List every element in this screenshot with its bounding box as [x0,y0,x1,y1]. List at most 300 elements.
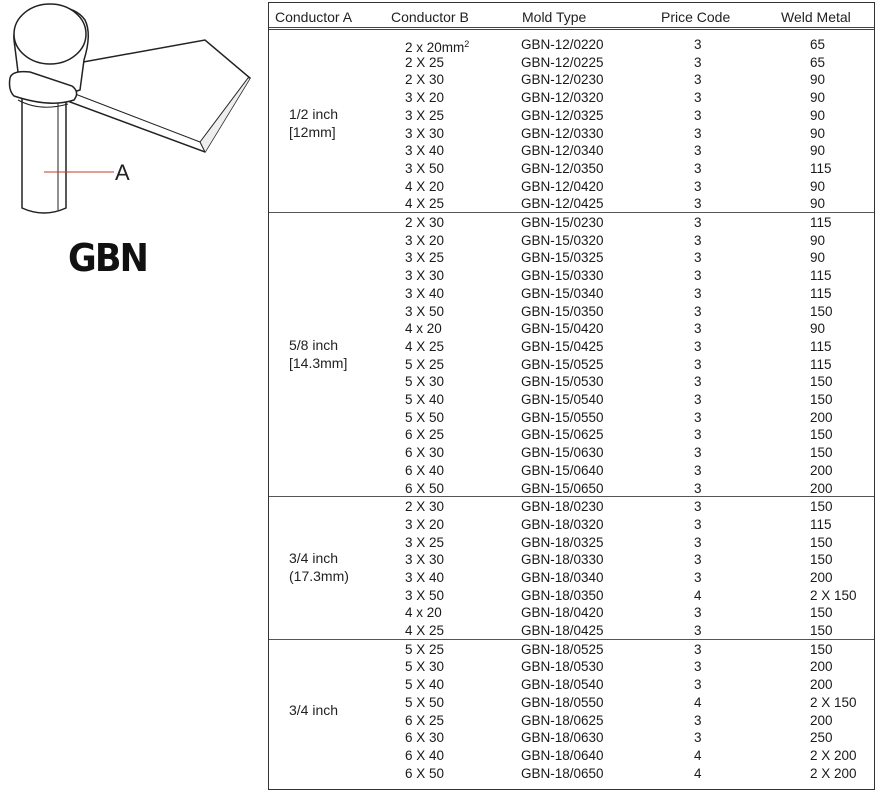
price-code-cell-text: 3 [694,303,702,319]
price-code-cell-text: 3 [694,143,702,159]
price-code-cell-text: 3 [694,516,702,532]
table-row [269,390,874,408]
conductor-b-cell [405,445,444,460]
weld-metal-cell [810,713,833,728]
weld-metal-cell-text: 150 [810,427,833,443]
mold-type-cell-text: GBN-15/0650 [521,480,604,496]
table-row [269,497,874,515]
conductor-b-cell [405,339,444,354]
price-code-cell [694,713,702,728]
conductor-b-cell-text: 6 X 40 [405,462,445,478]
conductor-b-cell-text: 5 X 40 [405,677,445,693]
mold-type-cell-text: GBN-15/0550 [521,409,604,425]
weld-metal-cell-text: 2 X 200 [810,747,857,763]
mold-type-cell-text: GBN-12/0425 [521,196,604,212]
price-code-cell [694,37,702,52]
weld-metal-cell [810,445,833,460]
weld-metal-cell [810,196,825,211]
header-conductor-b: Conductor B [391,9,469,25]
mold-type-cell-text: GBN-15/0530 [521,374,604,390]
weld-metal-cell [810,427,833,442]
mold-type-cell [521,215,604,230]
mold-type-cell [521,730,604,745]
row-group [269,640,874,783]
conductor-b-cell [405,55,444,70]
table-row [269,319,874,337]
weld-metal-cell [810,179,825,194]
weld-metal-cell-text: 90 [810,232,826,248]
mold-type-cell [521,410,604,425]
mold-type-cell [521,481,604,496]
mold-type-cell [521,196,604,211]
price-code-cell-text: 4 [694,587,702,603]
mold-type-cell [521,37,604,52]
price-code-cell-text: 3 [694,338,702,354]
mold-type-cell-text: GBN-18/0640 [521,747,604,763]
weld-metal-cell [810,55,825,70]
price-code-cell [694,179,702,194]
price-code-cell [694,517,702,532]
weld-metal-cell [810,766,857,781]
mold-type-cell [521,659,604,674]
price-code-cell [694,552,702,567]
weld-metal-cell-text: 90 [810,125,826,141]
mold-type-cell [521,427,604,442]
conductor-b-cell [405,552,444,567]
price-code-cell [694,410,702,425]
conductor-b-cell [405,126,444,141]
price-code-cell [694,605,702,620]
table-row [269,443,874,461]
weld-metal-cell [810,410,833,425]
weld-metal-cell-text: 115 [810,268,832,284]
price-code-cell-text: 3 [694,107,702,123]
weld-metal-cell [810,126,825,141]
conductor-b-cell [405,268,444,283]
table-row [269,515,874,533]
callout-label-a: A [115,160,130,185]
price-code-cell-text: 3 [694,160,702,176]
mold-type-cell-text: GBN-12/0340 [521,143,604,159]
price-code-cell [694,215,702,230]
price-code-cell [694,286,702,301]
price-code-cell-text: 3 [694,552,702,568]
price-code-cell-text: 3 [694,72,702,88]
mold-type-cell [521,499,604,514]
table-row [269,746,874,764]
weld-metal-cell-text: 90 [810,90,826,106]
price-code-cell-text: 3 [694,641,702,657]
conductor-b-cell-text: 6 X 40 [405,747,445,763]
price-code-cell [694,695,702,710]
weld-metal-cell [810,570,833,585]
mold-type-cell [521,161,604,176]
conductor-b-cell [405,215,444,230]
mold-type-cell-text: GBN-15/0340 [521,285,604,301]
weld-metal-cell-text: 2 X 150 [810,587,857,603]
table-row [269,461,874,479]
weld-metal-cell-text: 150 [810,445,833,461]
weld-metal-cell [810,605,833,620]
table-row [269,53,874,71]
mold-type-cell [521,535,604,550]
conductor-b-cell-text: 4 X 25 [405,196,445,212]
product-code: GBN [68,236,148,280]
mold-type-cell [521,233,604,248]
weld-metal-cell-text: 115 [810,516,832,532]
price-code-cell [694,72,702,87]
weld-metal-cell-text: 150 [810,374,833,390]
table-row [269,194,874,212]
price-code-cell-text: 3 [694,285,702,301]
table-row [269,711,874,729]
conductor-b-cell-text: 2 x 20mm [405,40,465,55]
weld-metal-cell-text: 90 [810,72,826,88]
conductor-a-line: (17.3mm) [289,567,349,584]
conductor-b-cell [405,427,444,442]
weld-metal-cell [810,304,833,319]
conductor-b-cell-text: 3 X 40 [405,143,445,159]
mold-type-cell [521,766,604,781]
weld-metal-cell-text: 115 [810,338,832,354]
weld-metal-cell-text: 200 [810,712,833,728]
table-row [269,728,874,746]
price-code-cell [694,321,702,336]
conductor-b-cell-text: 5 X 25 [405,356,445,372]
price-code-cell-text: 3 [694,268,702,284]
table-row [269,657,874,675]
mold-type-cell [521,72,604,87]
row-group [269,35,874,213]
conductor-b-cell [405,659,444,674]
conductor-b-cell-text: 3 X 20 [405,90,445,106]
price-code-cell-text: 3 [694,250,702,266]
conductor-b-cell-text: 5 X 30 [405,659,445,675]
weld-metal-cell-text: 115 [810,356,832,372]
price-code-cell-text: 3 [694,90,702,106]
price-code-cell [694,374,702,389]
price-code-cell [694,126,702,141]
price-code-cell [694,357,702,372]
mold-type-cell-text: GBN-18/0625 [521,712,604,728]
price-code-cell-text: 3 [694,374,702,390]
price-code-cell [694,481,702,496]
mold-type-cell-text: GBN-12/0320 [521,90,604,106]
mold-type-cell-text: GBN-18/0340 [521,569,604,585]
mold-type-cell-text: GBN-18/0550 [521,694,604,710]
price-code-cell [694,161,702,176]
conductor-b-cell [405,321,442,336]
weld-metal-cell [810,161,832,176]
mold-type-cell-text: GBN-18/0230 [521,499,604,515]
mold-type-cell [521,286,604,301]
conductor-b-cell-text: 3 X 50 [405,303,445,319]
conductor-b-cell-text: 5 X 40 [405,392,445,407]
mold-type-cell [521,605,604,620]
conductor-b-cell [405,623,444,638]
mold-type-cell [521,392,604,407]
table-row [269,568,874,586]
conductor-a-line: [14.3mm] [289,354,348,371]
weld-metal-cell-text: 200 [810,409,833,425]
table-row [269,88,874,106]
weld-metal-cell [810,233,825,248]
mold-type-cell [521,588,604,603]
table-row [269,35,874,53]
conductor-b-cell-text: 2 X 30 [405,215,445,230]
weld-metal-cell-text: 150 [810,605,833,621]
table-row [269,70,874,88]
mold-type-cell-text: GBN-15/0320 [521,232,604,248]
weld-metal-cell [810,499,833,514]
mold-type-cell-text: GBN-12/0330 [521,125,604,141]
price-code-cell-text: 3 [694,409,702,425]
mold-type-cell-text: GBN-12/0225 [521,54,604,70]
weld-metal-cell [810,321,825,336]
price-code-cell-text: 3 [694,730,702,746]
weld-metal-cell [810,623,833,638]
conductor-a-line: 3/4 inch [289,701,339,718]
price-code-cell-text: 3 [694,534,702,550]
mold-type-cell-text: GBN-18/0525 [521,641,604,657]
mold-type-cell-text: GBN-15/0325 [521,250,604,266]
mold-type-cell-text: GBN-12/0420 [521,178,604,194]
price-code-cell [694,659,702,674]
mold-type-cell-text: GBN-15/0625 [521,427,604,443]
conductor-b-cell [405,304,444,319]
price-code-cell [694,90,702,105]
price-code-cell [694,268,702,283]
conductor-b-cell [405,233,444,248]
price-code-cell [694,233,702,248]
conductor-b-cell-text: 6 X 25 [405,427,445,443]
table-row [269,141,874,159]
conductor-b-cell-text: 4 X 20 [405,178,445,194]
mold-type-cell [521,357,604,372]
mold-type-cell-text: GBN-15/0330 [521,268,604,284]
conductor-b-cell-text: 5 X 30 [405,374,445,390]
table-row [269,675,874,693]
weld-metal-cell [810,695,857,710]
price-code-cell-text: 3 [694,321,702,337]
weld-metal-cell-text: 90 [810,196,826,212]
weld-metal-cell-text: 150 [810,552,833,568]
weld-metal-cell-text: 90 [810,178,826,194]
table-row [269,159,874,177]
weld-metal-cell [810,517,832,532]
table-row [269,586,874,604]
mold-type-cell-text: GBN-12/0350 [521,160,604,176]
price-code-cell [694,748,702,763]
price-code-cell-text: 3 [694,605,702,621]
price-code-cell [694,108,702,123]
price-code-cell-text: 3 [694,445,702,461]
weld-metal-cell-text: 200 [810,462,833,478]
conductor-b-cell [405,374,444,389]
table-row [269,533,874,551]
conductor-b-cell [405,72,444,87]
price-code-cell-text: 3 [694,712,702,728]
conductor-b-cell [405,766,444,781]
table-row [269,231,874,249]
weld-metal-cell [810,108,825,123]
table-row [269,337,874,355]
price-code-cell [694,304,702,319]
conductor-b-cell-text: 3 X 25 [405,250,445,266]
price-code-cell [694,445,702,460]
conductor-b-cell [405,196,444,211]
mold-type-cell [521,339,604,354]
conductor-b-cell-text: 4 X 25 [405,338,445,354]
conductor-b-cell-text: 2 X 25 [405,54,445,70]
mold-type-cell-text: GBN-15/0525 [521,356,604,372]
weld-metal-cell-text: 115 [810,215,832,230]
conductor-b-cell [405,410,444,425]
conductor-b-cell-text: 2 X 30 [405,499,445,515]
conductor-b-cell-text: 6 X 25 [405,712,445,728]
conductor-b-cell-text: 3 X 40 [405,569,445,585]
price-code-cell-text: 3 [694,37,702,52]
price-code-cell-text: 3 [694,232,702,248]
weld-metal-cell-text: 250 [810,730,833,746]
weld-metal-cell-text: 90 [810,107,826,123]
weld-metal-cell [810,268,832,283]
weld-metal-cell-text: 115 [810,285,832,301]
conductor-b-cell [405,481,444,496]
weld-metal-cell-text: 150 [810,623,833,639]
conductor-b-cell [405,642,444,657]
price-code-cell [694,55,702,70]
mold-type-cell-text: GBN-18/0530 [521,659,604,675]
price-code-cell [694,570,702,585]
mold-type-cell [521,126,604,141]
weld-metal-cell-text: 115 [810,160,832,176]
conductor-b-cell [405,605,442,620]
conductor-b-cell [405,713,444,728]
mold-type-cell [521,179,604,194]
weld-metal-cell [810,72,825,87]
price-code-cell [694,463,702,478]
conductor-b-cell [405,499,444,514]
conductor-b-cell [405,677,444,692]
mold-type-cell-text: GBN-12/0325 [521,107,604,123]
weld-metal-cell-text: 90 [810,143,826,159]
price-code-cell [694,677,702,692]
weld-metal-cell-text: 150 [810,303,833,319]
conductor-b-cell [405,570,444,585]
conductor-b-cell-text: 3 X 50 [405,587,445,603]
table-header [269,3,874,30]
conductor-b-cell [405,392,444,407]
mold-type-cell [521,55,604,70]
mold-type-cell-text: GBN-18/0350 [521,587,604,603]
price-code-cell-text: 3 [694,178,702,194]
price-code-cell-text: 4 [694,694,702,710]
weld-metal-cell-text: 200 [810,480,833,496]
price-code-cell-text: 3 [694,427,702,443]
weld-metal-cell [810,37,825,52]
price-code-cell-text: 3 [694,215,702,230]
conductor-b-cell-text: 3 X 40 [405,285,445,301]
conductor-b-cell [405,748,444,763]
table-row [269,764,874,782]
mold-type-cell [521,445,604,460]
mold-type-cell [521,90,604,105]
table-row [269,266,874,284]
table-row [269,372,874,390]
conductor-b-cell [405,143,444,158]
mold-type-cell [521,143,604,158]
price-code-cell-text: 3 [694,196,702,212]
price-code-cell [694,392,702,407]
mold-type-cell [521,552,604,567]
weld-metal-cell [810,748,857,763]
header-conductor-a: Conductor A [275,9,353,25]
mold-type-cell [521,304,604,319]
table-row [269,213,874,231]
weld-metal-cell-text: 2 X 150 [810,694,857,710]
mold-type-cell-text: GBN-15/0540 [521,392,604,407]
conductor-b-cell-text: 3 X 30 [405,125,445,141]
conductor-b-cell-text: 3 X 20 [405,232,445,248]
conductor-b-cell-text: 6 X 30 [405,445,445,461]
weld-metal-cell [810,677,833,692]
mold-type-cell [521,463,604,478]
conductor-b-cell-text: 3 X 50 [405,160,445,176]
table-row [269,284,874,302]
mold-type-cell [521,268,604,283]
conductor-b-cell-text: 3 X 25 [405,534,445,550]
weld-metal-cell-text: 2 X 200 [810,765,857,781]
mold-type-cell-text: GBN-15/0420 [521,321,604,337]
weld-metal-cell-text: 150 [810,534,833,550]
weld-metal-cell [810,463,833,478]
price-code-cell-text: 3 [694,54,702,70]
table-row [269,408,874,426]
weld-metal-cell [810,642,833,657]
conductor-b-cell [405,161,444,176]
mold-type-cell-text: GBN-18/0425 [521,623,604,639]
price-code-cell-text: 4 [694,765,702,781]
mold-type-cell [521,374,604,389]
conductor-b-cell-text: 4 X 25 [405,623,445,639]
mold-type-cell-text: GBN-18/0320 [521,516,604,532]
conductor-b-cell [405,286,444,301]
weld-metal-cell-text: 65 [810,37,826,52]
conductor-b-cell [405,588,444,603]
mold-type-cell [521,517,604,532]
conductor-b-cell [405,357,444,372]
mold-type-cell [521,677,604,692]
table-row [269,479,874,497]
conductor-b-cell-text: 4 x 20 [405,321,442,337]
price-code-cell [694,766,702,781]
conductor-b-cell [405,250,444,265]
conductor-b-cell-text: 5 X 25 [405,641,445,657]
weld-metal-cell [810,392,833,407]
weld-metal-cell [810,730,833,745]
mold-type-cell [521,250,604,265]
table-row [269,603,874,621]
weld-metal-cell [810,339,832,354]
mold-type-cell-text: GBN-12/0220 [521,37,604,52]
conductor-b-cell [405,90,444,105]
price-code-cell [694,588,702,603]
weld-metal-cell [810,588,857,603]
mold-type-cell [521,748,604,763]
conductor-b-cell-text: 2 X 30 [405,72,445,88]
mold-type-cell-text: GBN-18/0420 [521,605,604,621]
